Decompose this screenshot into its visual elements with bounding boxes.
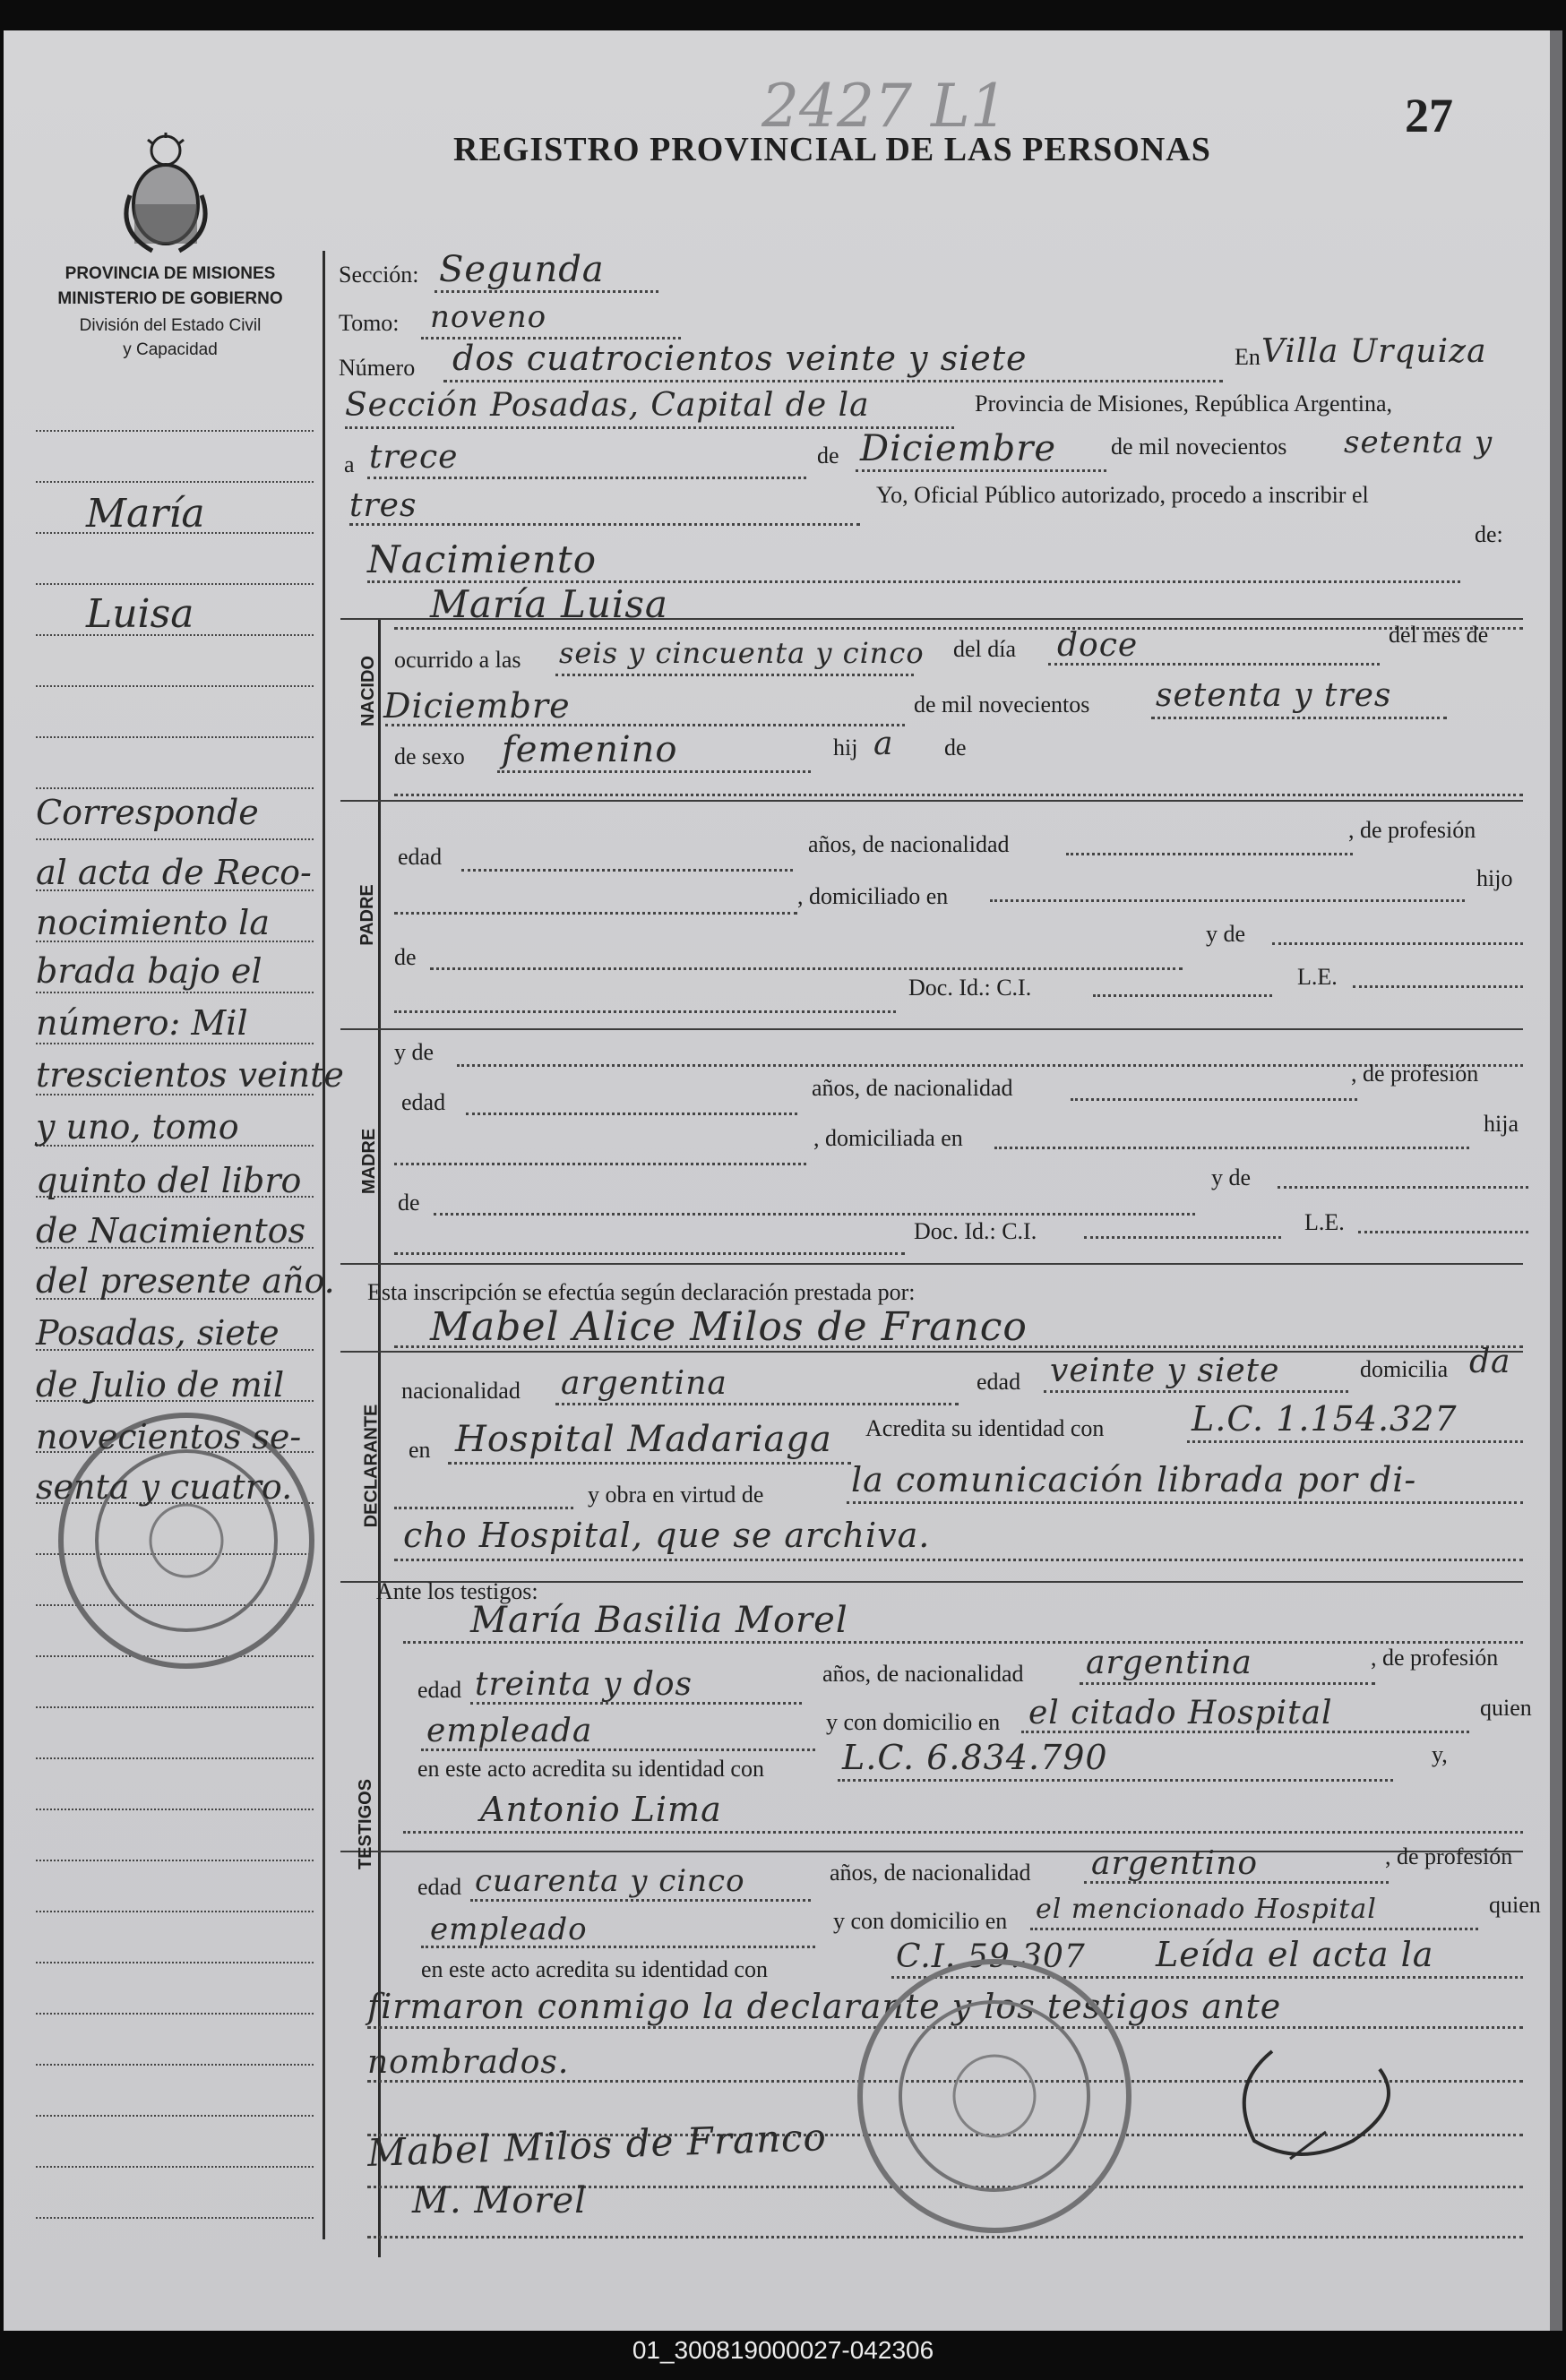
margin-ruled-line [36,2115,314,2117]
testigo-2-name: Antonio Lima [480,1790,722,1829]
padre-hijo-label: hijo [1476,865,1513,891]
testigo-2-quien-label: quien [1489,1892,1541,1918]
act-type-value: Nacimiento [367,537,598,581]
margin-annotation-line: brada bajo el [36,951,262,991]
padre-ci-line [1093,994,1272,997]
dia-value: doce [1057,627,1139,664]
margin-ruled-line [36,838,314,840]
ocurrido-label: ocurrido a las [394,647,521,673]
testigo-2-prof-value: empleado [430,1912,588,1947]
testigo-2-prof-line [421,1946,815,1948]
day-value: trece [369,439,459,476]
numero-label: Número [339,355,416,381]
declarante-edad-label: edad [977,1369,1021,1395]
closing-text-3: nombrados. [367,2044,570,2081]
margin-ruled-line [36,992,314,993]
mes-label: del mes de [1389,622,1489,648]
testigo-2-acredita-value: C.I. 59.307 [896,1938,1086,1975]
madre-profesion-label: , de profesión [1351,1061,1479,1087]
official-seal-right [851,1953,1138,2239]
month-value: Diciembre [860,428,1057,469]
province-text: Provincia de Misiones, República Argentina, [975,391,1392,417]
madre-y-de2-line [1278,1186,1528,1189]
madre-profesion-line [394,1163,806,1165]
declarante-virtud-line-2 [394,1559,1523,1561]
anio-value: setenta y tres [1156,677,1392,714]
closing-text-2: firmaron conmigo la declarante y los testigos ante [367,1987,1282,2026]
declarante-domicilia-suffix: da [1469,1344,1511,1380]
margin-ruled-line [36,583,314,585]
declarante-virtud-pre-line [394,1507,573,1509]
declarante-en-value: Hospital Madariaga [455,1419,832,1460]
testigo-1-edad-line [470,1702,802,1705]
margin-ruled-line [36,1860,314,1861]
side-label-nacido: NACIDO [357,656,378,726]
madre-anios-label: años, de nacionalidad [812,1075,1013,1101]
testigo-1-prof-value: empleada [426,1713,593,1749]
side-label-padre: PADRE [357,884,377,946]
margin-annotation-line: novecientos se- [36,1417,302,1456]
de-label: de [817,442,839,468]
madre-ci-line [1084,1236,1281,1239]
anio-line [1151,717,1447,719]
page-title: REGISTRO PROVINCIAL DE LAS PERSONAS [453,131,1211,168]
declarante-virtud-line [847,1501,1523,1504]
declarante-name: Mabel Alice Milos de Franco [430,1304,1028,1350]
margin-ruled-line [36,2013,314,2015]
numero-value: dos cuatrocientos veinte y siete [452,339,1028,378]
margin-ruled-line [36,2064,314,2066]
testigo-1-domicilio-value: el citado Hospital [1028,1695,1333,1731]
mes-line [385,724,905,726]
a-label: a [344,451,355,477]
margin-ruled-line [36,1043,314,1044]
officer-text: Yo, Oficial Público autorizado, procedo a inscribir el [876,482,1369,508]
testigo-1-edad-label: edad [417,1677,462,1703]
sexo-label: de sexo [394,743,465,769]
signature-testigo: M. Morel [412,2180,588,2221]
testigo-2-acredita-label: en este acto acredita su identidad con [421,1956,768,1982]
madre-y-de-label: y de [394,1039,435,1065]
declarante-virtud-value-2: cho Hospital, que se archiva. [403,1516,931,1555]
hij-value: a [873,726,894,762]
padre-le-line [1353,985,1523,988]
margin-ruled-line [36,1706,314,1708]
hij-label: hij [833,735,858,760]
testigo-1-prof-line [421,1748,815,1751]
testigo-2-name-line [403,1831,1523,1834]
testigo-2-profesion-label: , de profesión [1385,1843,1513,1869]
padre-domicilio-label: , domiciliado en [797,883,949,909]
padre-doc-line [394,1010,896,1013]
testigos-intro: Ante los testigos: [376,1578,538,1604]
margin-ruled-line [36,2166,314,2168]
padre-le-label: L.E. [1297,964,1338,990]
seccion-label: Sección: [339,262,419,288]
declarante-nacionalidad-line [555,1403,959,1405]
rule-madre [340,1028,1523,1030]
anio-label: de mil novecientos [914,692,1090,717]
handwritten-number: 2427 L1 [761,72,1008,141]
margin-annotation-line: al acta de Reco- [36,853,312,892]
padre-y-de-line [1272,942,1523,945]
sexo-value: femenino [502,729,678,770]
dia-label: del día [953,636,1017,662]
testigo-2-anios-label: años, de nacionalidad [830,1860,1031,1886]
margin-annotation-line: y uno, tomo [36,1107,239,1147]
agency-line-2: MINISTERIO DE GOBIERNO [57,289,283,308]
declarante-nacionalidad-label: nacionalidad [401,1378,521,1404]
madre-edad-label: edad [401,1089,446,1115]
testigo-1-profesion-label: , de profesión [1371,1645,1499,1671]
madre-domicilio-line [994,1147,1469,1149]
padre-y-de-label: y de [1206,921,1246,947]
seccion-line [435,290,658,293]
numero-line [443,380,1223,382]
declarante-acredita-label: Acredita su identidad con [865,1415,1105,1441]
testigo-1-name-line [403,1641,1523,1644]
margin-divider [323,251,325,2239]
padre-profesion-line [394,912,797,915]
declarante-virtud-label: y obra en virtud de [588,1482,764,1508]
declarante-en-label: en [409,1437,431,1463]
closing-text-1: Leída el acta la [1156,1935,1434,1974]
margin-ruled-line [36,1911,314,1912]
testigo-1-acredita-value: L.C. 6.834.790 [842,1738,1108,1777]
testigo-2-edad-value: cuarenta y cinco [475,1863,745,1899]
margin-annotation-line: nocimiento la [36,903,270,942]
padre-profesion-label: , de profesión [1348,817,1476,843]
rule-declarante [340,1351,1523,1353]
year-value: setenta y [1344,425,1493,460]
margin-annotation-line: de Nacimientos [36,1211,306,1250]
margin-annotation-line: quinto del libro [36,1161,302,1200]
declarante-virtud-value: la comunicación librada por di- [851,1460,1417,1499]
de-label-nacido: de [944,735,967,760]
side-label-declarante: DECLARANTE [361,1404,382,1528]
testigo-1-name: María Basilia Morel [470,1600,848,1641]
testigo-1-acredita-label: en este acto acredita su identidad con [417,1756,764,1782]
rule-madre-end [340,1263,1523,1265]
margin-ruled-line [36,787,314,789]
testigo-1-quien-label: quien [1480,1695,1532,1721]
testigo-2-nac-value: argentino [1091,1845,1259,1882]
padre-doc-label: Doc. Id.: C.I. [908,975,1032,1001]
rule-testigo-2 [340,1851,1523,1852]
padre-anios-label: años, de nacionalidad [808,831,1010,857]
nacido-line-2 [394,794,1523,796]
madre-nac-line [1071,1098,1357,1101]
madre-y-de2-label: y de [1211,1164,1252,1190]
padre-de-line [430,967,1183,970]
margin-ruled-line [36,1809,314,1810]
testigo-2-nac-line [1084,1881,1389,1884]
declarante-en-line [448,1462,851,1465]
year-line-2 [349,523,860,526]
person-name-value: María Luisa [430,582,668,626]
margin-given-name-1: María [86,491,205,537]
month-line [856,469,1106,472]
dia-line [1048,663,1380,666]
padre-nac-line [1066,853,1353,855]
margin-annotation-line: de Julio de mil [36,1365,285,1405]
agency-line-3: División del Estado Civil [79,316,262,335]
madre-edad-line [466,1113,797,1115]
testigo-1-anios-label: años, de nacionalidad [822,1661,1024,1687]
margin-annotation-line: Corresponde [36,793,259,832]
side-label-testigos: TESTIGOS [356,1778,376,1870]
declarante-acredita-line [1187,1440,1523,1443]
page-number: 27 [1405,89,1453,142]
margin-annotation-line: senta y cuatro. [36,1467,293,1507]
madre-hija-label: hija [1484,1111,1519,1137]
year-prefix: de mil novecientos [1111,434,1287,460]
testigo-1-domicilio-label: y con domicilio en [826,1709,1001,1735]
day-line [367,477,806,479]
tomo-value: noveno [430,299,547,335]
hour-value: seis y cincuenta y cinco [559,636,925,670]
testigo-1-y-label: y, [1432,1741,1448,1767]
hour-line [555,674,914,676]
testigo-2-edad-label: edad [417,1874,462,1900]
margin-ruled-line [36,736,314,738]
madre-le-label: L.E. [1304,1209,1345,1235]
tomo-label: Tomo: [339,310,400,336]
padre-de-label: de [394,944,417,970]
year-value-2: tres [349,487,417,524]
margin-ruled-line [36,2217,314,2219]
testigo-1-nac-line [1080,1682,1375,1685]
margin-ruled-line [36,685,314,687]
officer-signature-mark [1218,2033,1433,2177]
margin-given-name-2: Luisa [86,591,194,637]
margin-annotation-line: Posadas, siete [36,1313,280,1353]
declarante-edad-line [1044,1390,1348,1393]
testigo-1-edad-value: treinta y dos [475,1666,693,1703]
testigo-2-edad-line [470,1899,811,1902]
margin-ruled-line [36,481,314,483]
margin-ruled-line [36,430,314,432]
margin-annotation-line: número: Mil [36,1003,248,1043]
madre-de-line [434,1213,1195,1216]
declarante-acredita-value: L.C. 1.154.327 [1192,1399,1458,1439]
madre-doc-line [394,1252,905,1255]
declarante-edad-value: veinte y siete [1050,1353,1280,1389]
image-id: 01_300819000027-042306 [632,2336,934,2364]
declarante-intro: Esta inscripción se efectúa según declaración prestada por: [367,1279,916,1305]
place-value: Sección Posadas, Capital de la [345,387,870,424]
margin-ruled-line [36,1962,314,1963]
sexo-line [497,770,811,773]
testigo-1-nac-value: argentina [1086,1645,1252,1681]
testigo-2-domicilio-value: el mencionado Hospital [1036,1894,1377,1925]
de-colon: de: [1475,521,1503,547]
seccion-value: Segunda [439,249,605,290]
agency-line-1: PROVINCIA DE MISIONES [65,264,276,283]
testigo-1-acredita-line [838,1779,1393,1782]
margin-ruled-line [36,1757,314,1759]
madre-domicilio-label: , domiciliada en [813,1125,963,1151]
madre-de-label: de [398,1190,420,1216]
testigo-1-domicilio-line [1021,1731,1469,1733]
padre-edad-line [461,869,793,872]
en-value: Villa Urquiza [1261,333,1487,370]
person-name-line [394,627,1523,630]
mes-value: Diciembre [383,686,571,726]
madre-le-line [1358,1231,1528,1233]
padre-edad-label: edad [398,844,443,870]
agency-line-4: y Capacidad [123,340,218,359]
margin-annotation-line: trescientos veinte [36,1055,344,1095]
side-label-madre: MADRE [359,1128,380,1195]
declarante-domicilia-label: domicilia [1360,1356,1449,1382]
margin-annotation-line: del presente año. [36,1261,335,1301]
declarante-name-line [394,1345,1523,1348]
madre-doc-label: Doc. Id.: C.I. [914,1218,1037,1244]
rule-padre [340,800,1523,802]
padre-domicilio-line [990,899,1465,902]
testigo-2-domicilio-label: y con domicilio en [833,1908,1008,1934]
signature-declarante: Mabel Milos de Franco [366,2115,828,2175]
testigo-2-domicilio-line [1030,1928,1478,1930]
argentina-coat-of-arms-icon [116,133,215,258]
declarante-nacionalidad-value: argentina [561,1365,727,1402]
page-edge [1550,30,1562,2331]
en-label: En [1235,344,1261,370]
